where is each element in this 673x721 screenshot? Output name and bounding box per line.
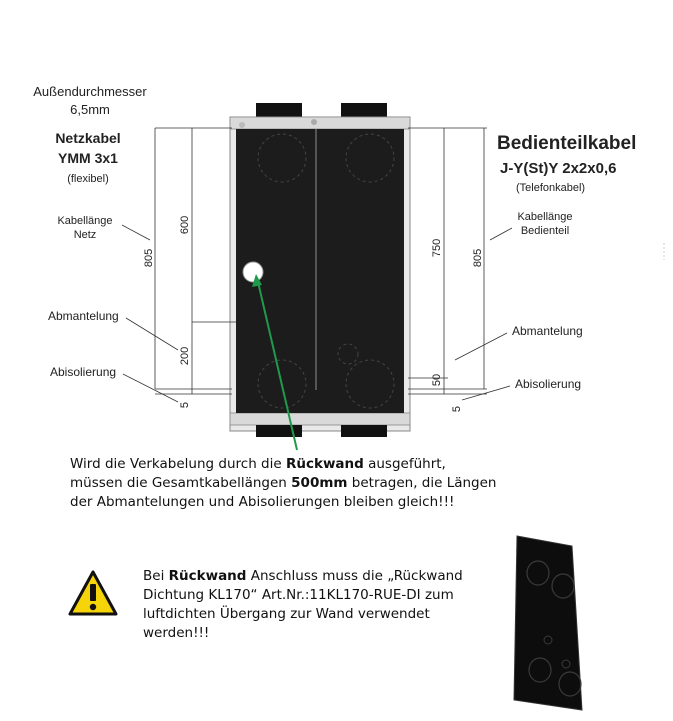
warning-triangle-icon [70, 572, 116, 614]
rear-note-bold-2: 500mm [291, 475, 348, 491]
power-cable-label [18, 128, 158, 168]
bottom-stub-right [341, 425, 387, 437]
warning-note [143, 567, 493, 643]
outer-diameter-line2: 6,5mm [70, 102, 110, 117]
power-length-line2: Netz [73, 229, 97, 241]
rear-note-text-5: der Abmantelungen und Abisolierungen bleiben gleich!!! [70, 494, 455, 510]
right-insulation-label: Abisolierung [515, 377, 582, 391]
control-length-line2: Bedienteil [520, 225, 570, 237]
power-length-label [40, 214, 130, 242]
control-cable-name: Bedienteilkabel [497, 133, 637, 154]
outer-diameter-label [10, 83, 170, 119]
power-cable-name: Netzkabel [55, 130, 121, 146]
dim-left-insulation: 5 [179, 401, 191, 409]
control-length-label [500, 210, 590, 238]
dim-left-total: 805 [143, 248, 155, 268]
right-stripping-label: Abmantelung [512, 324, 583, 338]
rear-note-text-3: müssen die Gesamtkabellängen [70, 475, 292, 491]
bottom-stub-left [256, 425, 302, 437]
dim-left-main: 600 [179, 215, 191, 235]
control-cable-type: J-Y(St)Y 2x2x0,6 [500, 160, 617, 177]
control-cable-note: (Telefonkabel) [516, 182, 586, 194]
power-cable-type: YMM 3x1 [58, 150, 118, 166]
power-length-line1: Kabellänge [57, 215, 113, 227]
warning-text-4: luftdichten Übergang zur Wand verwendet [143, 606, 430, 622]
dim-right-total: 805 [472, 248, 484, 268]
control-length-line1: Kabellänge [517, 211, 573, 223]
rear-note-bold-1: Rückwand [285, 456, 364, 472]
dim-left-stripping: 200 [179, 346, 191, 366]
warning-text-3: Dichtung KL170“ Art.Nr.:11KL170-RUE-DI zum [143, 587, 454, 603]
warning-bold-1: Rückwand [168, 568, 247, 584]
rear-note-text-2: ausgeführt, [363, 456, 446, 472]
left-insulation-label: Abisolierung [50, 365, 117, 379]
dim-right-main: 750 [431, 238, 443, 258]
outer-diameter-line1: Außendurchmesser [33, 84, 147, 99]
rear-cable-hole [243, 262, 263, 282]
warning-text-1: Bei [143, 568, 169, 584]
rear-wall-note [70, 455, 500, 512]
left-stripping-label: Abmantelung [48, 309, 119, 323]
warning-text-2: Anschluss muss die „Rückwand [246, 568, 463, 584]
dim-right-stripping: 50 [431, 373, 443, 387]
warning-text-5: werden!!! [143, 625, 210, 641]
rear-wall-seal-image [514, 536, 582, 710]
power-cable-note: (flexibel) [67, 173, 109, 185]
rear-note-text-1: Wird die Verkabelung durch die [70, 456, 286, 472]
dim-right-insulation: 5 [451, 405, 463, 413]
rear-note-text-4: betragen, die Längen [347, 475, 497, 491]
